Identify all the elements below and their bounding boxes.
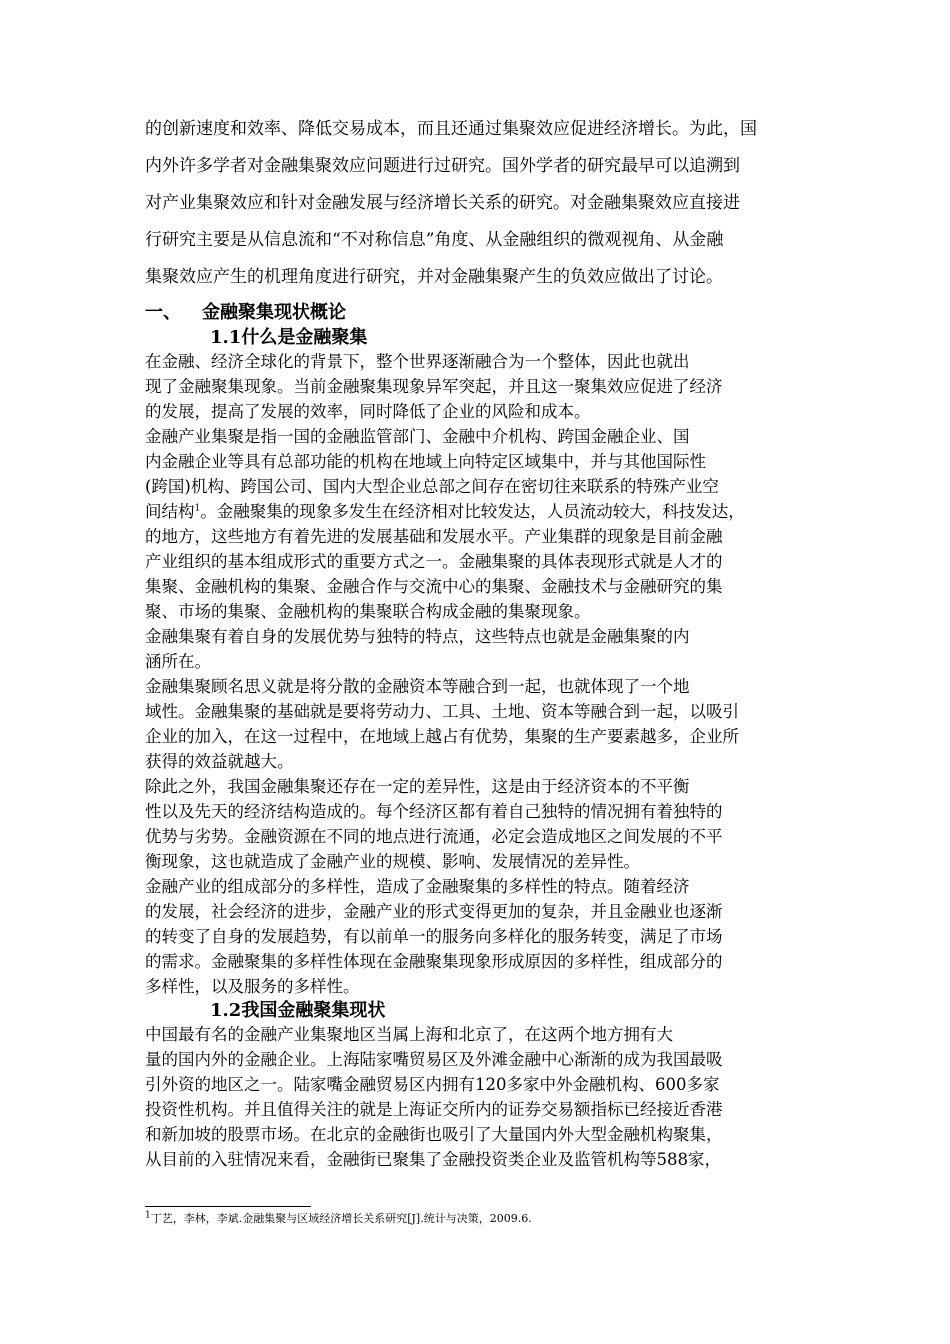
paragraph-line: 集聚、金融机构的集聚、金融合作与交流中心的集聚、金融技术与金融研究的集: [145, 577, 723, 596]
paragraph-line: 产业组织的基本组成形式的重要方式之一。金融集聚的具体表现形式就是人才的: [145, 552, 723, 571]
footnote-text: 丁艺，李林，李斌.金融集聚与区域经济增长关系研究[J].统计与决策，2009.6.: [150, 1212, 532, 1225]
paragraph-line: 域性。金融集聚的基础就是要将劳动力、工具、土地、资本等融合到一起，以吸引: [145, 702, 739, 721]
section-number: 一、: [145, 302, 181, 323]
paragraph-line: 企业的加入，在这一过程中，在地域上越占有优势，集聚的生产要素越多，企业所: [145, 727, 739, 746]
note-line-end: 。金融聚集的现象多发生在经济相对比较发达，人员流动较大，科技发达，: [200, 502, 745, 521]
paragraph-line: 聚、市场的集聚、金融机构的集聚联合构成金融的集聚现象。: [145, 602, 591, 621]
section-heading: [145, 302, 346, 324]
footnote-separator: [145, 1206, 311, 1207]
paragraph-line: (跨国)机构、跨国公司、国内大型企业总部之间存在密切往来联系的特殊产业空: [145, 477, 719, 496]
paragraph-line: 的转变了自身的发展趋势，有以前单一的服务向多样化的服务转变，满足了市场: [145, 927, 723, 946]
note-line-start: 间结构: [145, 502, 195, 521]
footnote-marker: 1: [145, 1210, 151, 1221]
paragraph-line: 优势与劣势。金融资源在不同的地点进行流通，必定会造成地区之间发展的不平: [145, 827, 723, 846]
section-title: 金融聚集现状概论: [202, 302, 346, 323]
footnote: [145, 1212, 532, 1226]
paragraph-line: 的发展，社会经济的进步，金融产业的形式变得更加的复杂，并且金融业也逐渐: [145, 902, 723, 921]
intro-line-5: 集聚效应产生的机理角度进行研究，并对金融集聚产生的负效应做出了讨论。: [145, 267, 723, 287]
subsection-heading-1-2: 1.2我国金融聚集现状: [210, 1000, 386, 1021]
paragraph-line: 多样性，以及服务的多样性。: [145, 977, 360, 996]
paragraph-line: 投资性机构。并且值得关注的就是上海证交所内的证券交易额指标已经接近香港: [145, 1100, 723, 1119]
paragraph-line: 内金融企业等具有总部功能的机构在地域上向特定区域集中，并与其他国际性: [145, 452, 706, 471]
intro-line-1: 的创新速度和效率、降低交易成本，而且还通过集聚效应促进经济增长。为此，国: [145, 119, 757, 139]
subsection-heading-1-1: 1.1什么是金融聚集: [210, 327, 368, 348]
paragraph-line: 衡现象，这也就造成了金融产业的规模、影响、发展情况的差异性。: [145, 852, 640, 871]
paragraph-line: 和新加坡的股票市场。在北京的金融街也吸引了大量国内外大型金融机构聚集，: [145, 1125, 723, 1144]
paragraph-line: 的需求。金融聚集的多样性体现在金融聚集现象形成原因的多样性，组成部分的: [145, 952, 723, 971]
intro-line-4: 行研究主要是从信息流和“不对称信息”角度、从金融组织的微观视角、从金融: [145, 230, 724, 250]
paragraph-line: 金融集聚有着自身的发展优势与独特的特点，这些特点也就是金融集聚的内: [145, 627, 690, 646]
paragraph-line: 金融产业集聚是指一国的金融监管部门、金融中介机构、跨国金融企业、国: [145, 427, 690, 446]
paragraph-line: 从目前的入驻情况来看，金融街已聚集了金融投资类企业及监管机构等588家，: [145, 1150, 721, 1169]
paragraph-line: 中国最有名的金融产业集聚地区当属上海和北京了，在这两个地方拥有大: [145, 1025, 673, 1044]
paragraph-line: 涵所在。: [145, 652, 211, 671]
paragraph-line: 性以及先天的经济结构造成的。每个经济区都有着自己独特的情况拥有着独特的: [145, 802, 723, 821]
paragraph-line: 现了金融聚集现象。当前金融聚集现象异军突起，并且这一聚集效应促进了经济: [145, 377, 723, 396]
paragraph-line: 量的国内外的金融企业。上海陆家嘴贸易区及外滩金融中心渐渐的成为我国最吸: [145, 1050, 723, 1069]
paragraph-line: 引外资的地区之一。陆家嘴金融贸易区内拥有120多家中外金融机构、600多家: [145, 1075, 720, 1094]
intro-line-2: 内外许多学者对金融集聚效应问题进行过研究。国外学者的研究最早可以追溯到: [145, 156, 740, 176]
paragraph-line: 在金融、经济全球化的背景下，整个世界逐渐融合为一个整体，因此也就出: [145, 352, 690, 371]
paragraph-line: 除此之外，我国金融集聚还存在一定的差异性，这是由于经济资本的不平衡: [145, 777, 690, 796]
footnote-reference[interactable]: 1: [194, 503, 201, 514]
paragraph-line: 金融集聚顾名思义就是将分散的金融资本等融合到一起，也就体现了一个地: [145, 677, 690, 696]
paragraph-line: 的发展，提高了发展的效率，同时降低了企业的风险和成本。: [145, 402, 591, 421]
paragraph-line: 获得的效益就越大。: [145, 752, 294, 771]
intro-line-3: 对产业集聚效应和针对金融发展与经济增长关系的研究。对金融集聚效应直接进: [145, 193, 740, 213]
paragraph-line-with-note: [145, 502, 745, 522]
paragraph-line: 的地方，这些地方有着先进的发展基础和发展水平。产业集群的现象是目前金融: [145, 527, 723, 546]
paragraph-line: 金融产业的组成部分的多样性，造成了金融聚集的多样性的特点。随着经济: [145, 877, 690, 896]
